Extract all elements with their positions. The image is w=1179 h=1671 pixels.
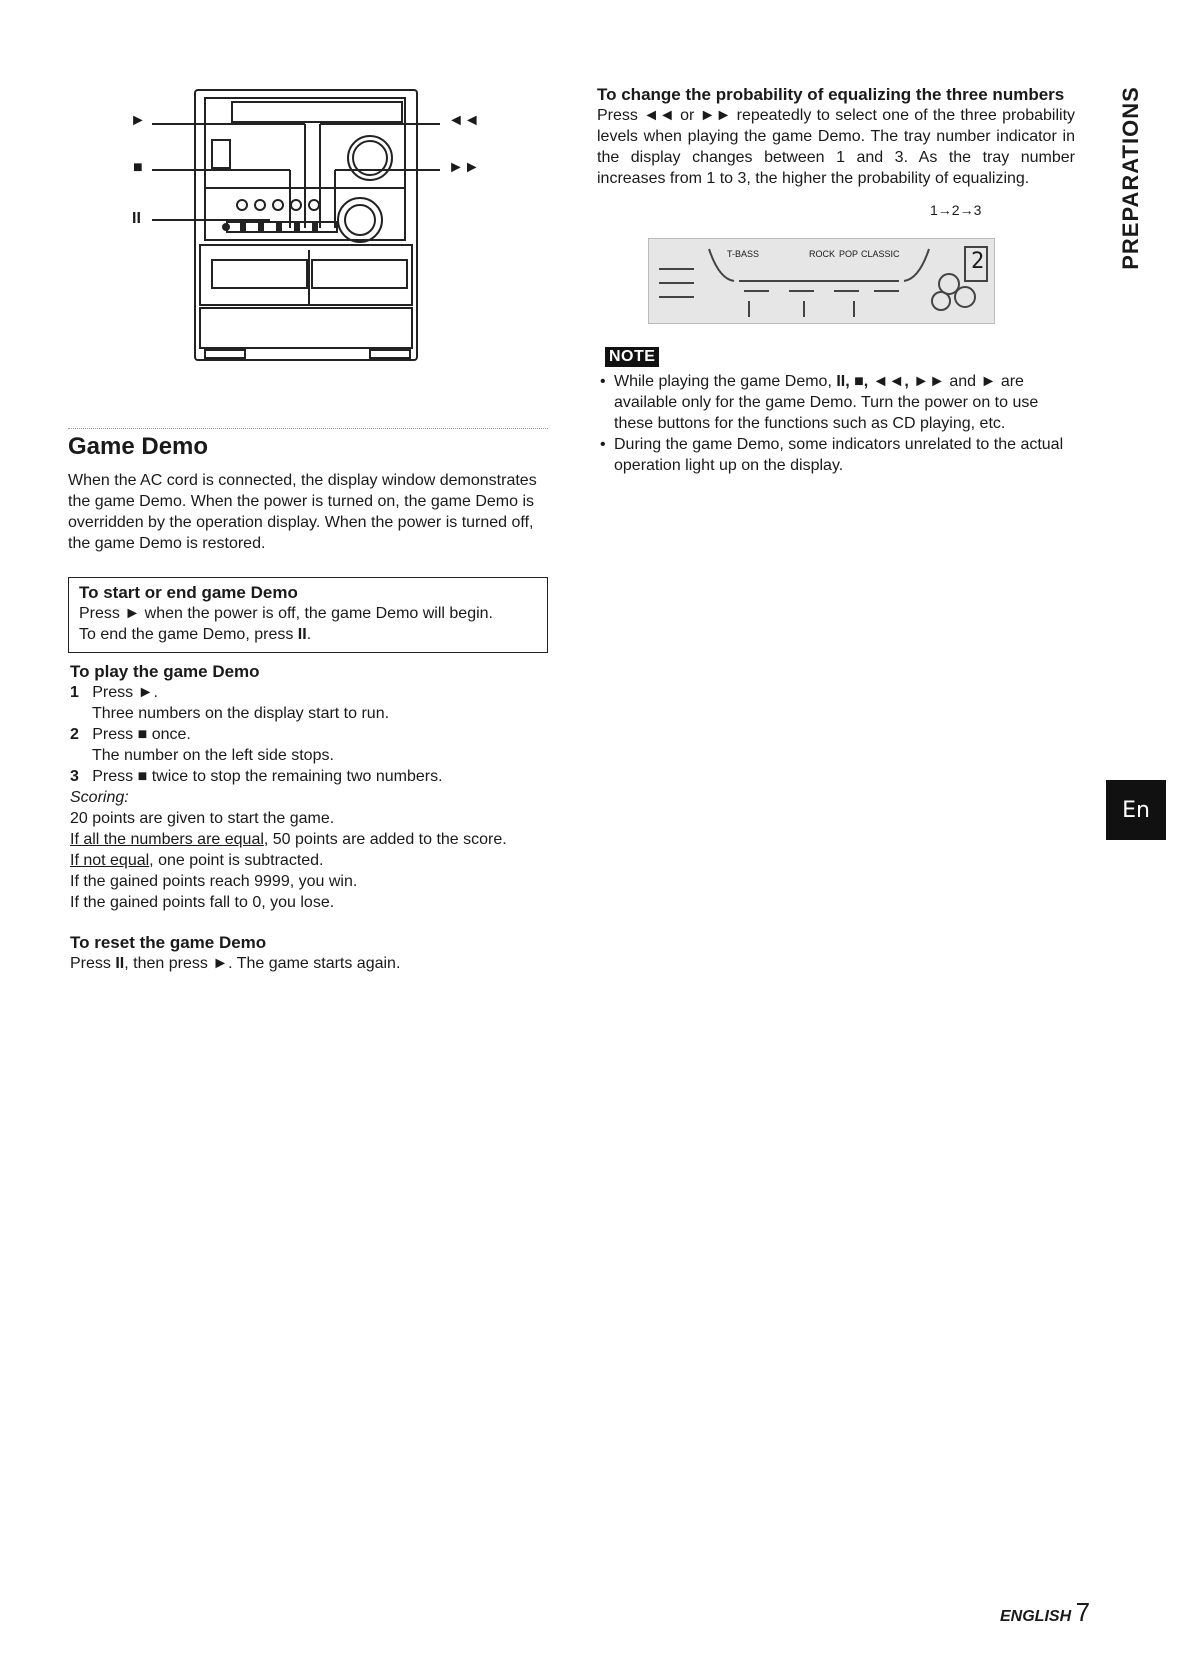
page-number: 7 bbox=[1075, 1597, 1091, 1627]
reset-section bbox=[70, 932, 550, 974]
start-end-heading: To start or end game Demo bbox=[79, 583, 298, 602]
display-digit: 2 bbox=[971, 249, 985, 274]
note-bullet-1: • While playing the game Demo, II, ■, ◄◄, ►► and ► are available only for the game Demo. Turn the power on to use these buttons for the functions such as CD playing, etc. bbox=[600, 371, 1075, 434]
probability-section bbox=[597, 84, 1075, 189]
step-2: 2 Press ■ once. bbox=[70, 726, 191, 743]
start-line: Press ► when the power is off, the game Demo will begin. bbox=[79, 605, 493, 622]
play-section bbox=[70, 661, 550, 913]
note-badge: NOTE bbox=[605, 347, 659, 367]
side-section-label: PREPARATIONS bbox=[1118, 85, 1143, 270]
pause-icon: II bbox=[297, 626, 307, 643]
score-line-1: 20 points are given to start the game. bbox=[70, 810, 335, 827]
play-icon: ► bbox=[137, 684, 154, 701]
step-1-desc: Three numbers on the display start to run. bbox=[92, 705, 390, 722]
probability-heading: To change the probability of equalizing the three numbers bbox=[597, 85, 1065, 104]
play-callout-label: ► bbox=[130, 112, 146, 129]
display-label-tbass: T-BASS bbox=[727, 249, 760, 259]
stop-icon: ■ bbox=[137, 768, 148, 785]
score-line-2: If all the numbers are equal, 50 points are added to the score. bbox=[70, 831, 507, 848]
page-footer bbox=[1000, 1597, 1090, 1628]
score-line-4: If the gained points reach 9999, you win. bbox=[70, 873, 358, 890]
score-line-5: If the gained points fall to 0, you lose. bbox=[70, 894, 335, 911]
intro-paragraph: When the AC cord is connected, the display window demonstrates the game Demo. When the power is turned on, the game Demo is overridden by the operation display. When the power is turned off, the game Demo is restored. bbox=[68, 472, 537, 552]
rewind-icon: ◄◄ bbox=[643, 107, 675, 124]
play-heading: To play the game Demo bbox=[70, 662, 260, 681]
step-1: 1 Press ►. bbox=[70, 684, 158, 701]
rewind-callout-label: ◄◄ bbox=[448, 112, 480, 129]
note-bullet-2: • During the game Demo, some indicators unrelated to the actual operation light up on the display. bbox=[600, 434, 1075, 476]
step-3: 3 Press ■ twice to stop the remaining two numbers. bbox=[70, 768, 443, 785]
section-title: Game Demo bbox=[68, 433, 209, 460]
reset-line: Press II, then press ►. The game starts again. bbox=[70, 955, 401, 972]
footer-language: ENGLISH bbox=[1000, 1608, 1072, 1625]
stop-icon: ■ bbox=[137, 726, 148, 743]
stop-callout-label: ■ bbox=[133, 159, 143, 176]
play-icon: ► bbox=[124, 605, 141, 622]
display-label-rock: ROCK bbox=[809, 249, 836, 259]
button-icons: II, ■, ◄◄, ►► bbox=[836, 373, 945, 390]
tray-cycle-label: 1→2→3 bbox=[930, 202, 982, 218]
display-label-classic: CLASSIC bbox=[861, 249, 900, 259]
display-window bbox=[648, 238, 995, 324]
display-label-pop: POP bbox=[839, 249, 859, 259]
score-line-3: If not equal, one point is subtracted. bbox=[70, 852, 324, 869]
probability-paragraph: Press ◄◄ or ►► repeatedly to select one of the three probability levels when playing the game Demo. The tray number indicator in the display changes between 1 and 3. As the tray number increases from 1 to 3, the higher the probability of equalizing. bbox=[597, 107, 1076, 187]
reset-heading: To reset the game Demo bbox=[70, 933, 267, 952]
play-icon: ► bbox=[212, 955, 229, 972]
stereo-illustration bbox=[120, 80, 480, 375]
forward-callout-label: ►► bbox=[448, 159, 480, 176]
start-end-box bbox=[68, 577, 548, 653]
section-divider bbox=[68, 428, 548, 429]
step-2-desc: The number on the left side stops. bbox=[92, 747, 334, 764]
end-line: To end the game Demo, press II. bbox=[79, 626, 312, 643]
language-badge: En bbox=[1106, 780, 1166, 840]
scoring-label: Scoring: bbox=[70, 789, 129, 806]
pause-callout-label: II bbox=[132, 210, 141, 227]
forward-icon: ►► bbox=[699, 107, 732, 124]
note-list bbox=[600, 371, 1075, 476]
pause-icon: II bbox=[115, 955, 125, 972]
play-icon: ► bbox=[980, 373, 997, 390]
